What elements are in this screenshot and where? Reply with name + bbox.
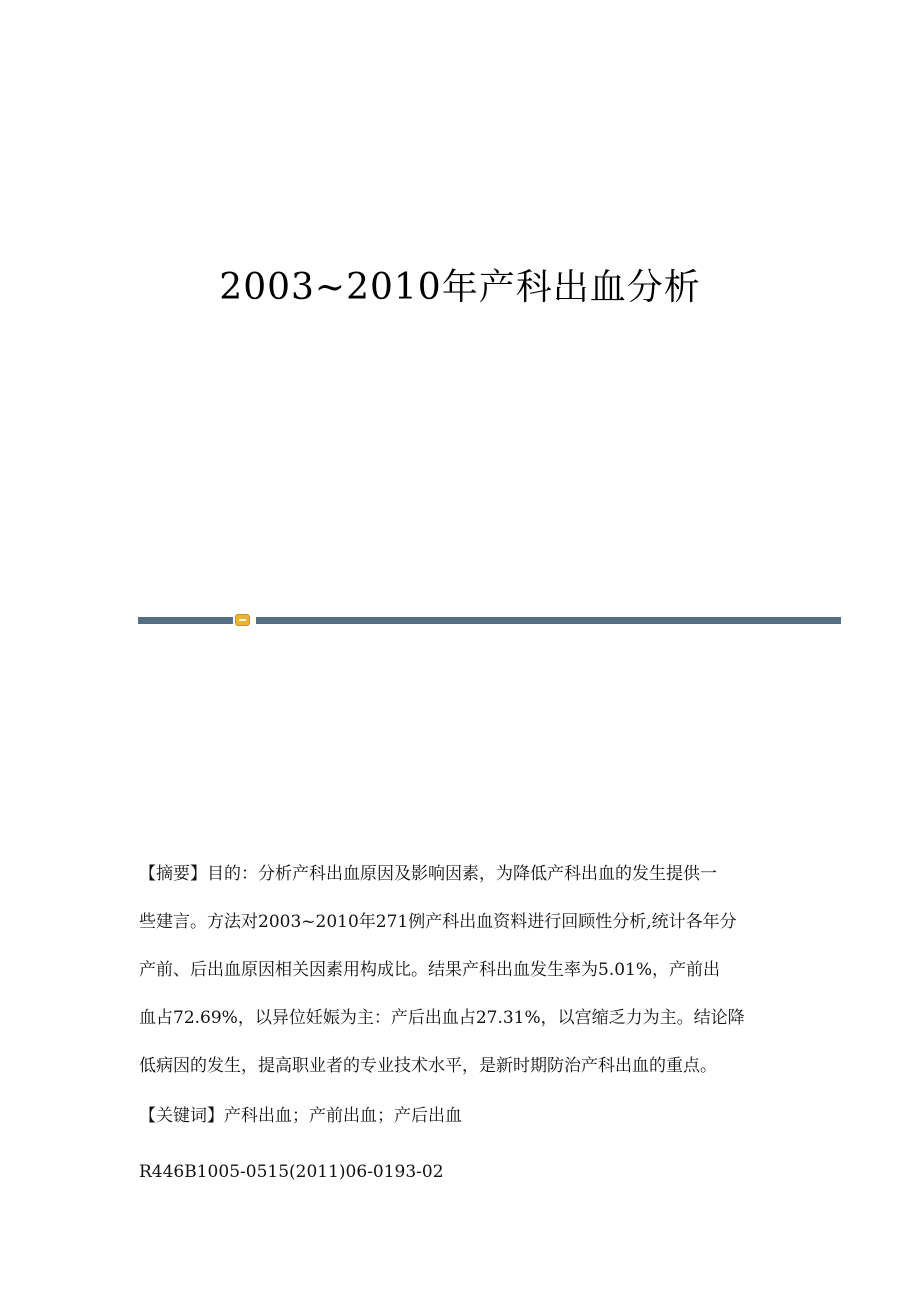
abstract-paragraph <box>139 850 789 1090</box>
divider-bar-right <box>256 617 841 624</box>
section-divider <box>138 614 841 626</box>
keywords-line: 【关键词】产科出血；产前出血；产后出血 <box>139 1106 462 1126</box>
divider-ornament-icon <box>235 614 250 626</box>
classification-code: R446B1005-0515(2011)06-0193-02 <box>139 1162 444 1182</box>
abstract-line: 低病因的发生，提高职业者的专业技术水平，是新时期防治产科出血的重点。 <box>139 1056 717 1076</box>
abstract-line: 【摘要】目的：分析产科出血原因及影响因素，为降低产科出血的发生提供一 <box>139 864 717 884</box>
divider-bar-left <box>138 617 233 624</box>
document-title: 2003~2010年产科出血分析 <box>219 267 701 308</box>
abstract-line: 血占72.69%，以异位妊娠为主：产后出血占27.31%，以宫缩乏力为主。结论降 <box>139 1008 745 1028</box>
abstract-line: 些建言。方法对2003~2010年271例产科出血资料进行回顾性分析,统计各年分 <box>139 912 737 932</box>
abstract-line: 产前、后出血原因相关因素用构成比。结果产科出血发生率为5.01%，产前出 <box>139 960 721 980</box>
